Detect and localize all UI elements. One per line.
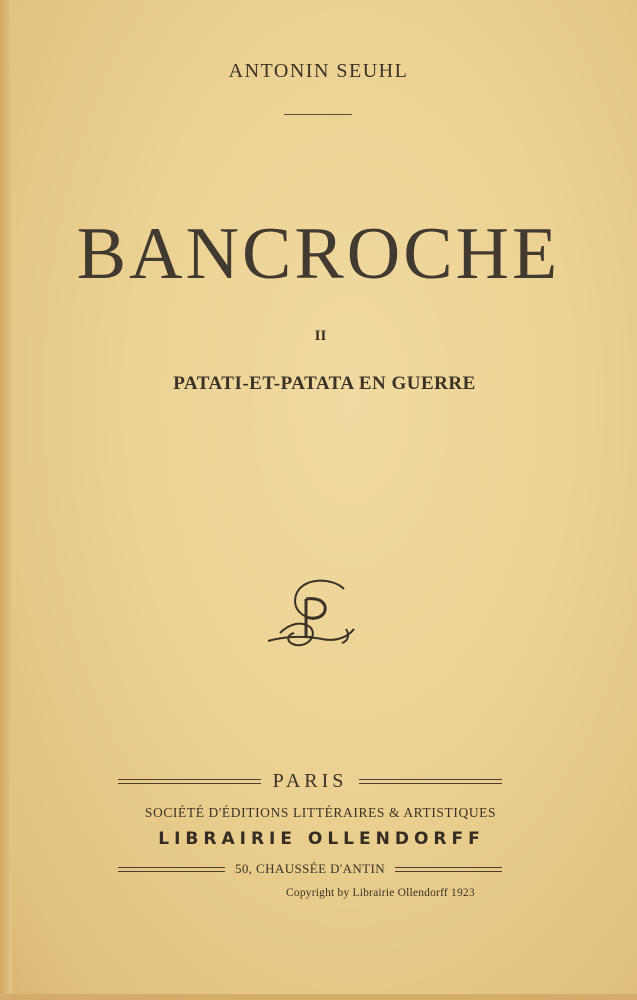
copyright-notice: Copyright by Librairie Ollendorff 1923 (286, 887, 475, 899)
publisher-monogram-icon (262, 575, 362, 657)
book-title: BANCROCHE (76, 213, 561, 295)
volume-number: II (314, 328, 327, 344)
author-divider (284, 114, 352, 115)
imprint-publisher: SOCIÉTÉ D'ÉDITIONS LITTÉRAIRES & ARTISTIQUES (144, 805, 497, 820)
bottom-edge (0, 994, 637, 1000)
double-rule-right (359, 779, 502, 784)
author-name: ANTONIN SEUHL (228, 60, 409, 82)
imprint-address: 50, CHAUSSÉE D'ANTIN (234, 861, 386, 876)
spine-edge (0, 0, 12, 1000)
imprint-address-row (118, 861, 502, 877)
imprint-city-row (118, 770, 502, 793)
double-rule-left (118, 867, 225, 872)
imprint-library: LIBRAIRIE OLLENDORFF (158, 829, 485, 849)
imprint-city: PARIS (272, 770, 348, 792)
book-subtitle: PATATI-ET-PATATA EN GUERRE (173, 373, 476, 394)
double-rule-right (395, 867, 502, 872)
double-rule-left (118, 779, 261, 784)
